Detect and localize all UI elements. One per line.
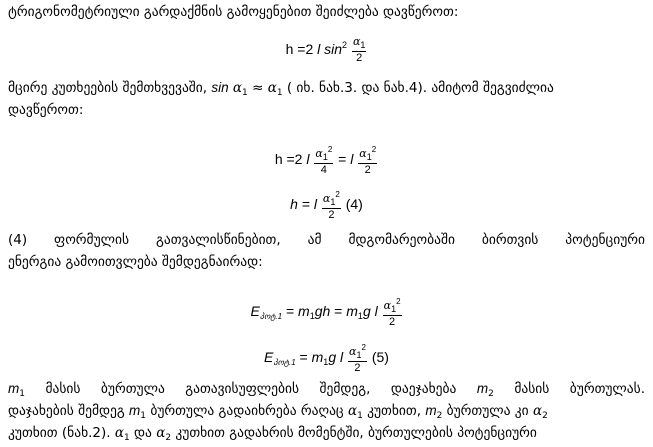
- paragraph-text: ტრიგონომეტრიული გარდაქმნის გამოყენებით შეიძლება დავწეროთ:: [8, 4, 459, 20]
- eq4-mass: m: [298, 303, 310, 320]
- eq4-mass-2: m: [346, 303, 358, 320]
- eq2-alpha-exp: 2: [327, 145, 333, 154]
- eq4-energy: E: [250, 303, 260, 320]
- equation-4: [0, 296, 653, 329]
- paragraph-text: კუთხით გადახრის მომენტში, ბურთულების პოტენციური: [175, 425, 537, 441]
- eq2-den-1: 4: [320, 164, 327, 176]
- eq2-l-2: l: [350, 151, 354, 168]
- equation-number: (4): [345, 196, 363, 213]
- paragraph-text: ბურთულა გადაიხრება რაღაც: [150, 403, 344, 419]
- alpha-subscript: 1: [242, 88, 248, 98]
- eq3-alpha: α: [322, 192, 331, 205]
- mass-symbol: m: [425, 403, 437, 418]
- eq5-alpha-exp: 2: [361, 343, 366, 352]
- alpha-symbol: α: [347, 403, 358, 419]
- text-line-5: [8, 253, 645, 271]
- eq5-g: g: [328, 349, 337, 366]
- eq4-g: g: [362, 303, 371, 320]
- alpha-subscript: 1: [357, 411, 363, 421]
- mass-subscript: 2: [488, 389, 494, 399]
- alpha-symbol: α: [114, 425, 124, 441]
- eq2-lhs: h =2: [274, 151, 303, 168]
- eq4-mass-sub: 1: [309, 311, 315, 322]
- alpha-subscript: 2: [165, 433, 172, 443]
- equation-5: [0, 342, 653, 375]
- eq5-equals: =: [299, 349, 308, 366]
- mass-symbol: m: [129, 403, 141, 418]
- eq3-alpha-sub: 1: [330, 197, 336, 207]
- eq2-alpha-2: α: [359, 147, 367, 160]
- paragraph-text: დაჯახების შემდეგ: [8, 403, 125, 419]
- alpha-subscript: 1: [276, 88, 283, 98]
- eq4-mass-2-sub: 1: [357, 311, 363, 322]
- equation-1: [0, 36, 653, 65]
- equation-2: [0, 144, 653, 177]
- eq5-alpha-sub: 1: [356, 350, 362, 360]
- eq3-lhs: h: [290, 196, 298, 213]
- paragraph-text: ( იხ. ნახ.3. და ნახ.4). ამიტომ შეგვიძლია: [286, 80, 554, 96]
- equation-3: [0, 189, 653, 222]
- eq4-fraction: [383, 296, 402, 329]
- paragraph-text: მასის ბურთულა გათავისუფლების შემდეგ, დაეჯახება: [45, 381, 457, 397]
- eq1-sin-exp: 2: [342, 40, 348, 51]
- eq5-den: 2: [354, 362, 361, 374]
- text-line-2: [8, 79, 645, 102]
- paragraph-text: დავწეროთ:: [8, 102, 84, 118]
- text-line-8: [8, 424, 645, 447]
- eq4-gh: gh: [314, 303, 331, 320]
- paragraph-text: (4) ფორმულის გათვალისწინებით, ამ მდგომარეობაში ბირთვის პოტენციური: [8, 232, 645, 248]
- eq5-mass-sub: 1: [323, 357, 329, 368]
- eq2-l: l: [306, 151, 310, 168]
- alpha-subscript: 2: [542, 411, 548, 421]
- text-line-4: [8, 231, 645, 249]
- text-line-1: [8, 3, 645, 21]
- eq2-alpha-sub: 1: [322, 152, 328, 162]
- eq4-equals: =: [285, 303, 295, 320]
- text-line-6: [8, 380, 645, 403]
- eq5-mass: m: [311, 349, 324, 366]
- eq5-l: l: [340, 349, 344, 366]
- equation-number: (5): [371, 349, 389, 366]
- eq1-l: l: [317, 41, 321, 58]
- alpha-symbol: α: [232, 80, 243, 96]
- eq5-energy: E: [264, 349, 274, 366]
- paragraph-text: კუთხით (ნახ.2).: [8, 425, 111, 441]
- eq5-alpha: α: [349, 345, 357, 358]
- eq5-fraction: [348, 342, 367, 375]
- mass-symbol: m: [8, 381, 20, 396]
- alpha-subscript: 1: [123, 433, 130, 443]
- eq2-fraction-1: [314, 144, 333, 177]
- approx-symbol: ≈: [252, 80, 264, 96]
- text-line-3: [8, 101, 645, 119]
- eq2-alpha-2-sub: 1: [366, 152, 372, 162]
- eq5-energy-sub: პოტ.1: [273, 358, 296, 368]
- eq4-equals-2: =: [334, 303, 343, 320]
- eq1-alpha-sub: 1: [360, 40, 366, 50]
- paragraph-text: ბურთულა კი: [446, 403, 529, 419]
- alpha-symbol: α: [156, 425, 166, 441]
- alpha-symbol: α: [267, 80, 277, 96]
- eq1-lhs: h =2: [285, 41, 314, 58]
- eq4-alpha: α: [383, 299, 392, 312]
- eq1-alpha: α: [352, 35, 361, 48]
- eq1-fraction: [352, 36, 366, 65]
- text-line-7: [8, 402, 645, 425]
- sin-term: sin: [211, 80, 229, 95]
- eq3-alpha-exp: 2: [335, 190, 340, 199]
- eq2-fraction-2: [358, 144, 377, 177]
- eq4-l: l: [374, 303, 378, 320]
- eq4-energy-sub: პოტ.1: [259, 312, 283, 322]
- paragraph-text: მცირე კუთხეების შემთხვევაში,: [8, 80, 208, 96]
- mass-subscript: 2: [436, 411, 443, 421]
- mass-subscript: 1: [140, 411, 147, 421]
- eq3-equals: =: [301, 196, 311, 213]
- eq3-fraction: [322, 189, 341, 222]
- eq2-alpha-2-exp: 2: [371, 145, 377, 154]
- paragraph-text: ენერგია გამოითვლება შემდეგნაირად:: [8, 254, 263, 270]
- paragraph-text: კუთხით,: [367, 403, 422, 419]
- eq3-den: 2: [328, 209, 335, 221]
- eq2-equals: =: [338, 151, 347, 168]
- eq1-sin: sin: [324, 41, 343, 58]
- paragraph-text: მასის ბურთულას.: [514, 381, 645, 397]
- eq2-alpha: α: [315, 147, 323, 160]
- eq1-den: 2: [356, 52, 363, 64]
- mass-subscript: 1: [19, 389, 25, 399]
- paragraph-text: და: [134, 425, 152, 441]
- eq2-den-2: 2: [364, 164, 371, 176]
- alpha-symbol: α: [532, 403, 543, 419]
- eq4-alpha-exp: 2: [396, 297, 401, 306]
- eq3-l: l: [313, 196, 318, 213]
- mass-symbol: m: [476, 381, 489, 396]
- eq4-alpha-sub: 1: [391, 304, 397, 314]
- eq4-den: 2: [389, 316, 396, 328]
